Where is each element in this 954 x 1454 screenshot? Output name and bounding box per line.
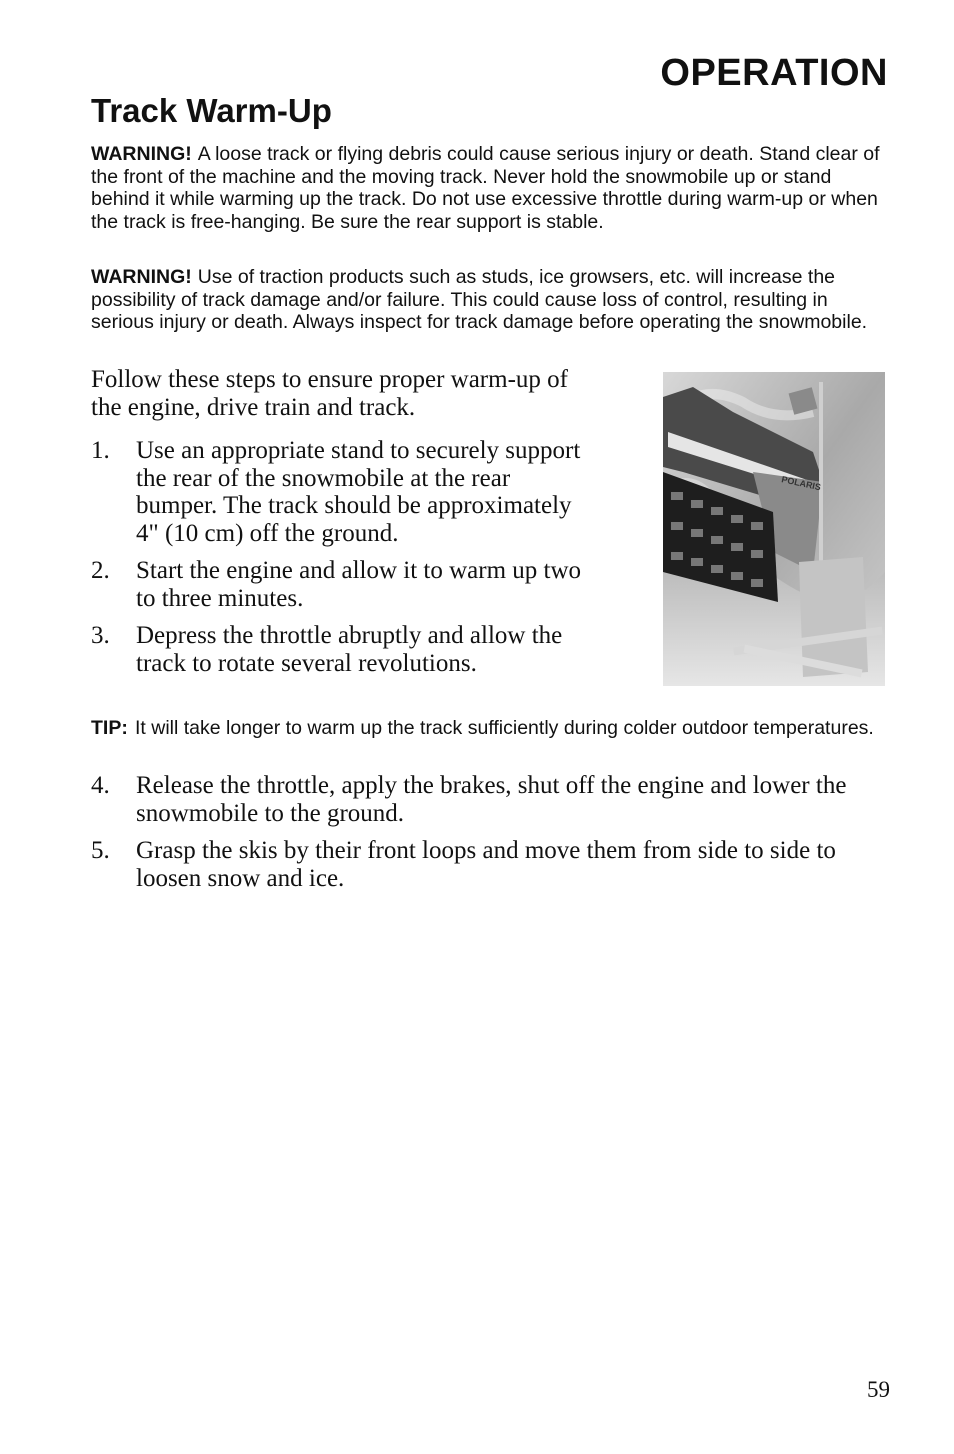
step-text: Depress the throttle abruptly and allow the track to rotate several revolutions. xyxy=(136,622,563,677)
warning-traction-products xyxy=(91,266,891,334)
section-header: OPERATION xyxy=(660,52,888,94)
steps-list-first xyxy=(91,437,596,687)
warning-label: WARNING! xyxy=(91,266,192,288)
warning-text: A loose track or flying debris could cause serious injury or death. Stand clear of the front of the machine and the moving track. Never hold the snowmobile up or stand behind it while warming up the track. Do not use excessive throttle during warm-up or when the track is free-hanging. Be sure the rear support is stable. xyxy=(91,143,880,233)
step-number: 5. xyxy=(91,837,110,864)
step-item xyxy=(91,772,891,827)
brand-logo-text: POLARIS xyxy=(780,474,822,493)
step-item xyxy=(91,622,596,677)
step-item xyxy=(91,437,596,547)
step-number: 4. xyxy=(91,772,110,799)
step-text: Release the throttle, apply the brakes, shut off the engine and lower the snowmobile to the ground. xyxy=(136,772,847,827)
step-number: 1. xyxy=(91,437,110,464)
page-title: Track Warm-Up xyxy=(91,92,332,129)
tip-text: It will take longer to warm up the track sufficiently during colder outdoor temperatures. xyxy=(135,717,874,739)
page-number: 59 xyxy=(867,1377,890,1402)
tip-note xyxy=(91,717,891,740)
tip-label: TIP: xyxy=(91,717,128,739)
step-text: Start the engine and allow it to warm up two to three minutes. xyxy=(136,557,582,612)
warning-label: WARNING! xyxy=(91,143,192,165)
step-text: Grasp the skis by their front loops and move them from side to side to loosen snow and ice. xyxy=(136,837,836,892)
step-item xyxy=(91,837,891,892)
step-text: Use an appropriate stand to securely support the rear of the snowmobile at the rear bumper. The track should be approximately 4" (10 cm) off the ground. xyxy=(136,437,581,547)
warning-track-debris xyxy=(91,143,891,233)
step-number: 3. xyxy=(91,622,110,649)
snowmobile-stand-illustration xyxy=(663,372,885,686)
snowmobile-stand-photo xyxy=(663,372,885,686)
warning-text: Use of traction products such as studs, ice growsers, etc. will increase the possibility of track damage and/or failure. This could cause loss of control, resulting in serious injury or death. Always inspect for track damage before operating the snowmobile. xyxy=(91,266,868,333)
intro-paragraph: Follow these steps to ensure proper warm-up of the engine, drive train and track. xyxy=(91,366,568,421)
steps-list-second xyxy=(91,772,891,902)
step-number: 2. xyxy=(91,557,110,584)
stand-pole xyxy=(819,382,823,572)
step-item xyxy=(91,557,596,612)
